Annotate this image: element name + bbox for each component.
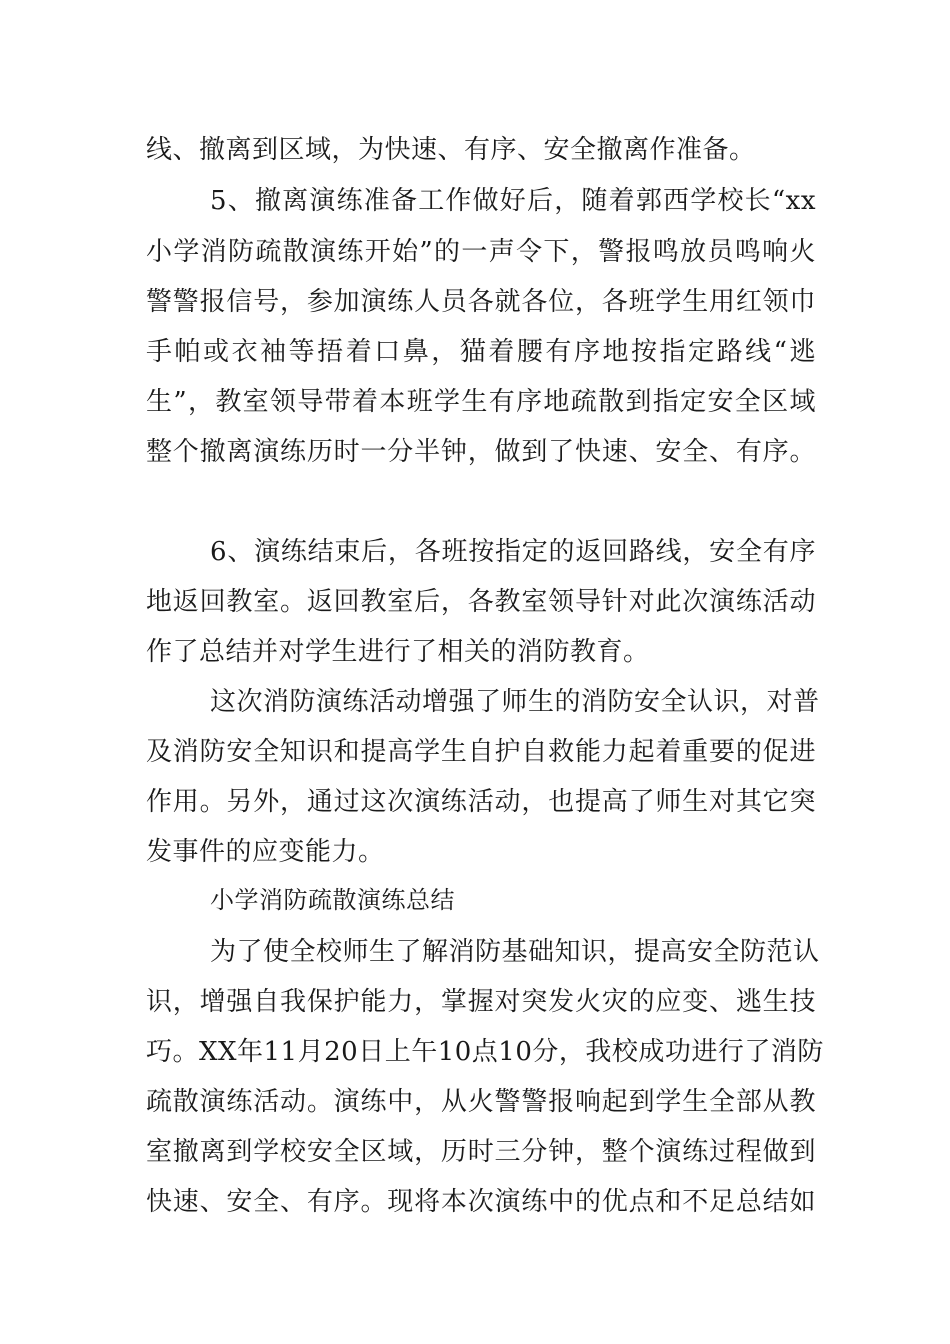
text-line: 警警报信号，参加演练人员各就各位，各班学生用红领巾	[146, 287, 816, 317]
text-line: 发事件的应变能力。	[146, 837, 385, 867]
text-line: 室撤离到学校安全区域，历时三分钟，整个演练过程做到	[146, 1137, 816, 1167]
text-line: 5、撤离演练准备工作做好后，随着郭西学校长“xx	[210, 186, 816, 216]
text-line: 为了使全校师生了解消防基础知识，提高安全防范认	[210, 937, 820, 967]
section-heading: 小学消防疏散演练总结	[210, 886, 455, 914]
text-line: 整个撤离演练历时一分半钟，做到了快速、安全、有序。	[146, 437, 816, 467]
text-line: 6、演练结束后，各班按指定的返回路线，安全有序	[210, 537, 816, 567]
text-line: 及消防安全知识和提高学生自护自救能力起着重要的促进	[146, 737, 816, 767]
text-line: 巧。XX年11月20日上午10点10分，我校成功进行了消防	[146, 1037, 824, 1067]
text-line: 作用。另外，通过这次演练活动，也提高了师生对其它突	[146, 787, 816, 817]
text-line: 作了总结并对学生进行了相关的消防教育。	[146, 637, 650, 667]
text-line: 识，增强自我保护能力，掌握对突发火灾的应变、逃生技	[146, 987, 816, 1017]
text-line: 快速、安全、有序。现将本次演练中的优点和不足总结如	[146, 1187, 816, 1217]
text-line: 这次消防演练活动增强了师生的消防安全认识，对普	[210, 687, 820, 717]
text-line: 手帕或衣袖等捂着口鼻，猫着腰有序地按指定路线“逃	[146, 337, 816, 367]
text-line: 小学消防疏散演练开始”的一声令下，警报鸣放员鸣响火	[146, 237, 816, 267]
text-line: 线、撤离到区域，为快速、有序、安全撤离作准备。	[146, 135, 756, 165]
text-line: 疏散演练活动。演练中，从火警警报响起到学生全部从教	[146, 1087, 816, 1117]
text-line: 地返回教室。返回教室后，各教室领导针对此次演练活动	[146, 587, 816, 617]
text-line: 生”，教室领导带着本班学生有序地疏散到指定安全区域	[146, 387, 816, 417]
